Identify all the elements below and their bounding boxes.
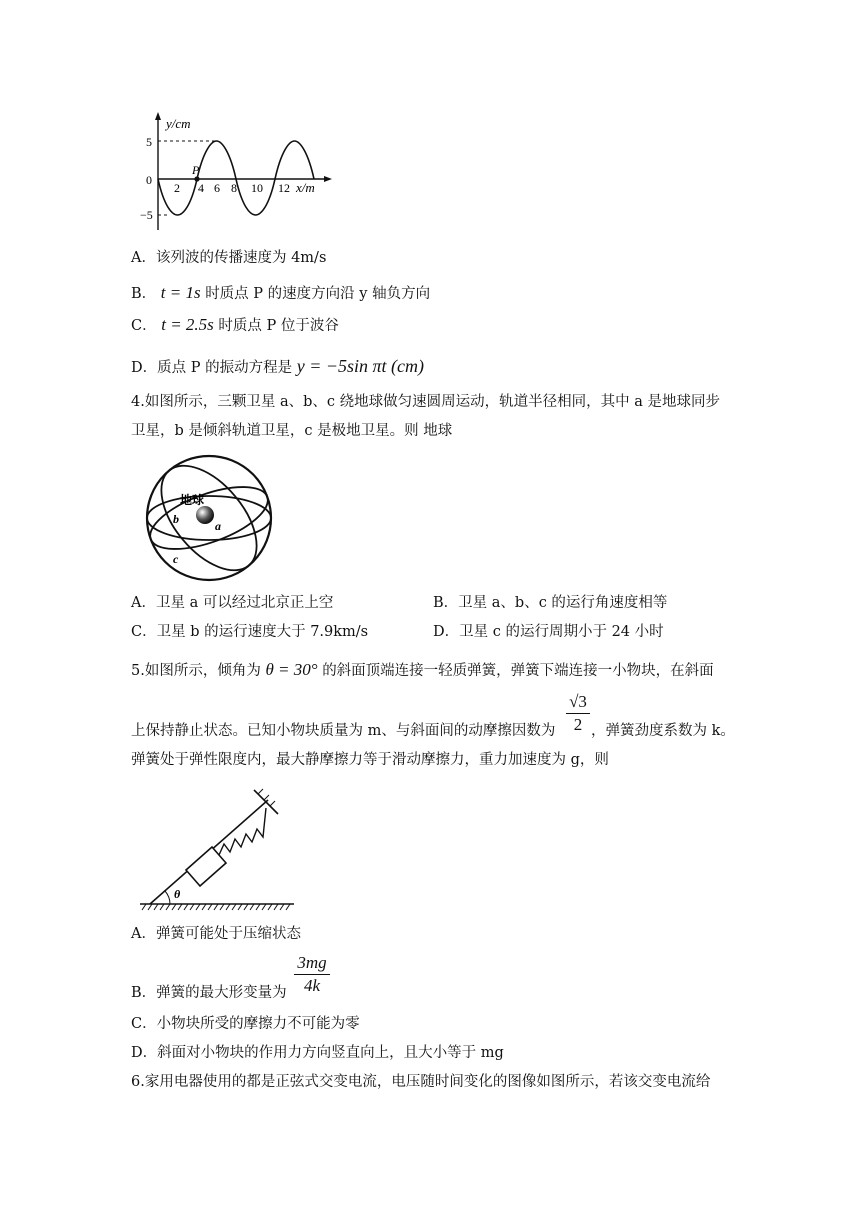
q3-option-d-text: D．质点 P 的振动方程是 <box>131 360 293 376</box>
y-tick-5: 5 <box>146 135 152 149</box>
q6-stem-line1: 6.家用电器使用的都是正弦式交变电流，电压随时间变化的图像如图所示，若该交变电流给 <box>131 1074 711 1090</box>
x-tick-8: 8 <box>231 181 237 195</box>
point-p-label: P <box>192 163 200 177</box>
q5-mu-fraction <box>566 692 590 735</box>
angle-arc <box>165 891 170 904</box>
ground-hatch <box>142 904 290 910</box>
q5-option-b-bar <box>294 974 330 975</box>
x-tick-4: 4 <box>198 181 204 195</box>
q4-option-c: C．卫星 b 的运行速度大于 7.9km/s <box>131 624 369 640</box>
q3-option-c-prefix: C． <box>131 318 157 334</box>
q5-option-d: D．斜面对小物块的作用力方向竖直向上，且大小等于 mg <box>131 1045 504 1061</box>
spring <box>219 808 266 855</box>
q5-stem-suffix: 的斜面顶端连接一轻质弹簧，弹簧下端连接一小物块，在斜面 <box>322 663 714 679</box>
orbit-label-a: a <box>215 519 221 533</box>
q5-stem-line3: 弹簧处于弹性限度内，最大静摩擦力等于滑动摩擦力，重力加速度为 g，则 <box>131 752 609 768</box>
q3-option-c <box>131 315 339 336</box>
q3-option-b-prefix: B． <box>131 286 157 302</box>
q3-option-d <box>131 356 424 378</box>
y-axis-label: y/cm <box>166 116 191 131</box>
q5-option-c: C．小物块所受的摩擦力不可能为零 <box>131 1016 360 1032</box>
q5-mu-bar <box>566 713 590 714</box>
x-axis-label: x/m <box>296 180 315 195</box>
x-tick-2: 2 <box>174 181 180 195</box>
x-tick-6: 6 <box>214 181 220 195</box>
q5-option-b-text: B．弹簧的最大形变量为 <box>131 985 287 1001</box>
q4-stem-line2: 卫星，b 是倾斜轨道卫星，c 是极地卫星。则 地球 <box>131 423 453 439</box>
earth-ball <box>196 506 214 524</box>
x-tick-12: 12 <box>278 181 290 195</box>
q3-option-b <box>131 283 430 304</box>
q4-stem-line1: 4.如图所示，三颗卫星 a、b、c 绕地球做匀速圆周运动，轨道半径相同，其中 a 是地球同步 <box>131 394 720 410</box>
earth-label: 地球 <box>180 493 205 507</box>
q3-option-d-math: y = −5sin πt (cm) <box>296 356 425 376</box>
orbit-label-c: c <box>173 552 179 566</box>
incline-spring-figure <box>138 786 298 912</box>
x-axis-arrow-icon <box>324 176 332 182</box>
q5-option-b-fraction <box>294 953 330 996</box>
q5-option-b-denominator: 4k <box>303 976 321 995</box>
orbit-label-b: b <box>173 512 179 526</box>
satellite-orbits-figure <box>135 452 283 584</box>
q4-option-a: A．卫星 a 可以经过北京正上空 <box>131 595 334 611</box>
y-axis-arrow-icon <box>155 112 161 120</box>
q5-stem-line2-prefix: 上保持静止状态。已知小物块质量为 m、与斜面间的动摩擦因数为 <box>131 723 556 739</box>
q5-option-a: A．弹簧可能处于压缩状态 <box>131 926 301 942</box>
x-tick-10: 10 <box>251 181 263 195</box>
q5-option-b-numerator: 3mg <box>297 953 327 972</box>
q5-mu-denominator: 2 <box>573 715 583 734</box>
q3-option-b-text: 时质点 P 的速度方向沿 y 轴负方向 <box>205 286 431 302</box>
y-tick-0: 0 <box>146 173 152 187</box>
y-tick-neg5: −5 <box>140 208 153 222</box>
angle-label: θ <box>174 887 181 901</box>
q3-option-a: A．该列波的传播速度为 4m/s <box>131 250 327 266</box>
q3-option-b-math: t = 1s <box>160 283 201 302</box>
q5-stem-line1 <box>131 660 714 681</box>
q5-stem-line2-suffix: ，弹簧劲度系数为 k。 <box>591 723 735 739</box>
q5-angle-math: θ = 30° <box>265 660 318 679</box>
q4-option-b: B．卫星 a、b、c 的运行角速度相等 <box>433 595 668 611</box>
q3-option-c-text: 时质点 P 位于波谷 <box>218 318 339 334</box>
wave-curve <box>158 141 314 215</box>
q4-option-d: D．卫星 c 的运行周期小于 24 小时 <box>433 624 664 640</box>
q5-mu-numerator: √3 <box>569 692 587 711</box>
q3-option-c-math: t = 2.5s <box>161 315 214 334</box>
q5-stem-prefix: 5.如图所示，倾角为 <box>131 663 261 679</box>
wave-graph-figure <box>138 106 338 236</box>
